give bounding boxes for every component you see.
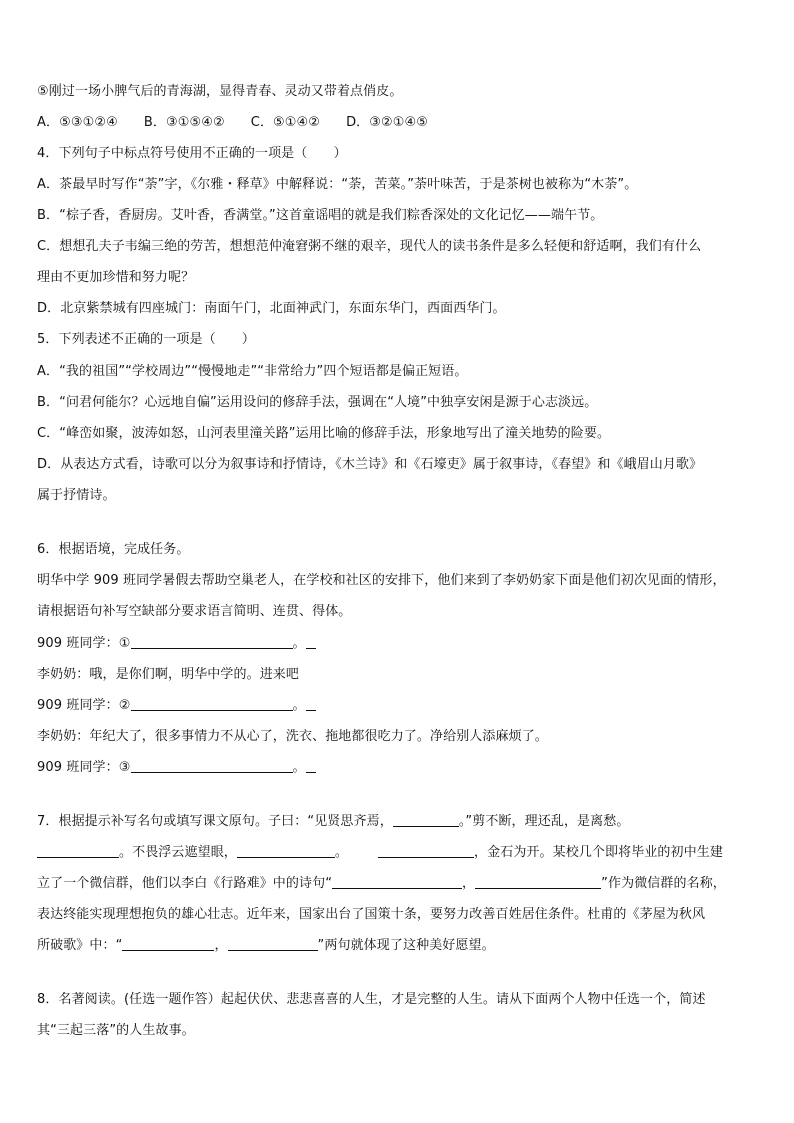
q7-line4: 表达终能实现理想抱负的雄心壮志。近年来，国家出台了国策十条，要努力改善百姓居住条件。杜甫的《茅屋为秋风: [37, 907, 706, 922]
q3-option-b: B．③①⑤④②: [143, 115, 225, 130]
q7-line3-text-b: ，: [462, 876, 476, 891]
q7-line5-text-c: ”两句就体现了这种美好愿望。: [317, 938, 495, 953]
q7-line1-text-b: 。”剪不断，理还乱，是离愁。: [458, 814, 630, 829]
q7-blank-3[interactable]: [237, 845, 335, 858]
q7-blank-2[interactable]: [37, 845, 119, 858]
q7-line2-text-c: ，金石为开。某校几个即将毕业的初中生建: [474, 845, 723, 860]
q3-option-d: D．③②①④⑤: [346, 115, 429, 130]
q6-intro-line2: 请根据语句补写空缺部分要求语言简明、连贯、得体。: [37, 604, 352, 619]
q5-stem: 5．下列表述不正确的一项是（ ）: [37, 332, 255, 347]
q6-dialogue-2: 李奶奶：哦，是你们啊，明华中学的。进来吧: [37, 667, 300, 682]
q7-blank-1[interactable]: [393, 814, 459, 827]
q7-line1: [37, 814, 629, 830]
q7-blank-8[interactable]: [228, 938, 318, 951]
q7-line5: [37, 938, 495, 954]
q7-line5-text-a: 所破歌》中：“: [37, 938, 123, 953]
q6-dialogue-1-speaker: 909 班同学：①: [37, 636, 131, 651]
q6-blank-1-period: 。: [292, 636, 306, 651]
q6-dialogue-5-speaker: 909 班同学：③: [37, 760, 131, 775]
q4-option-b: B．“棕子香，香厨房。艾叶香，香满堂。”这首童谣唱的就是我们粽香深处的文化记忆——端午节。: [37, 208, 604, 223]
q6-dialogue-4: 李奶奶：年纪大了，很多事情力不从心了，洗衣、拖地都很吃力了。净给别人添麻烦了。: [37, 729, 548, 744]
q4-option-a: A．茶最早时写作“荼”字，《尔雅・释草》中解释说：“荼，苦菜。”荼叶味苦，于是茶树也被称为“木荼”。: [37, 177, 638, 192]
q5-option-d-line1: D．从表达方式看，诗歌可以分为叙事诗和抒情诗，《木兰诗》和《石壕吏》属于叙事诗，《春望》和《峨眉山月歌》: [37, 457, 703, 472]
q8-line1: 8．名著阅读。(任选一题作答）起起伏伏、悲悲喜喜的人生，才是完整的人生。请从下面两个人物中任选一个，简述: [37, 992, 706, 1007]
q4-option-d: D．北京紫禁城有四座城门：南面午门，北面神武门，东面东华门，西面西华门。: [37, 301, 506, 316]
q7-line2: [37, 845, 723, 861]
q3-option-c: C．⑤①④②: [250, 115, 321, 130]
q7-line2-text-b: 。: [334, 845, 349, 860]
q6-blank-3-period: 。: [292, 760, 306, 775]
q7-line1-text-a: 7．根据提示补写名句或填写课文原句。子曰：“见贤思齐焉，: [37, 814, 393, 829]
q6-blank-2-period: 。: [292, 698, 306, 713]
q7-blank-6[interactable]: [475, 876, 601, 889]
q8-line2: 其“三起三落”的人生故事。: [37, 1023, 195, 1038]
q5-option-c: C．“峰峦如聚，波涛如怒，山河表里潼关路”运用比喻的修辞手法，形象地写出了潼关地势的险要。: [37, 426, 611, 441]
q6-dialogue-3: [37, 698, 316, 714]
q3-options: [37, 115, 428, 131]
q5-option-d-line2: 属于抒情诗。: [37, 488, 116, 503]
q7-blank-7[interactable]: [122, 938, 214, 951]
q6-intro-line1: 明华中学 909 班同学暑假去帮助空巢老人，在学校和社区的安排下，他们来到了李奶奶家下面是他们初次见面的情形，: [37, 573, 726, 588]
q7-line5-text-b: ，: [214, 938, 228, 953]
q6-stem: 6．根据语境，完成任务。: [37, 542, 190, 557]
q3-item-5: ⑤刚过一场小脾气后的青海湖，显得青春、灵动又带着点俏皮。: [37, 84, 403, 99]
q3-option-a: A．⑤③①②④: [37, 115, 118, 130]
q5-option-b: B．“问君何能尔？心远地自偏”运用设问的修辞手法，强调在“人境”中独享安闲是源于心志淡远。: [37, 395, 598, 410]
q7-blank-4[interactable]: [378, 845, 474, 858]
q7-line3: [37, 876, 726, 892]
q7-line3-text-c: ”作为微信群的名称，: [601, 876, 726, 891]
q6-blank-3[interactable]: [131, 760, 293, 773]
q7-blank-5[interactable]: [332, 876, 462, 889]
q6-dialogue-5: [37, 760, 316, 776]
q6-dialogue-3-speaker: 909 班同学：②: [37, 698, 131, 713]
q6-dialogue-1: [37, 636, 316, 652]
q4-stem: 4．下列句子中标点符号使用不正确的一项是（ ）: [37, 146, 347, 161]
q4-option-c-line1: C．想想孔夫子韦编三绝的劳苦，想想范仲淹窘粥不继的艰辛，现代人的读书条件是多么轻便和舒适啊，我们有什么: [37, 239, 702, 254]
q6-blank-2[interactable]: [131, 698, 293, 711]
q6-blank-1[interactable]: [131, 636, 293, 649]
q4-option-c-line2: 理由不更加珍惜和努力呢？: [37, 270, 195, 285]
q7-line2-text-a: 。不畏浮云遮望眼，: [119, 845, 237, 860]
q7-line3-text-a: 立了一个微信群，他们以李白《行路难》中的诗句“: [37, 876, 333, 891]
q5-option-a: A．“我的祖国”“学校周边”“慢慢地走”“非常给力”四个短语都是偏正短语。: [37, 364, 468, 379]
